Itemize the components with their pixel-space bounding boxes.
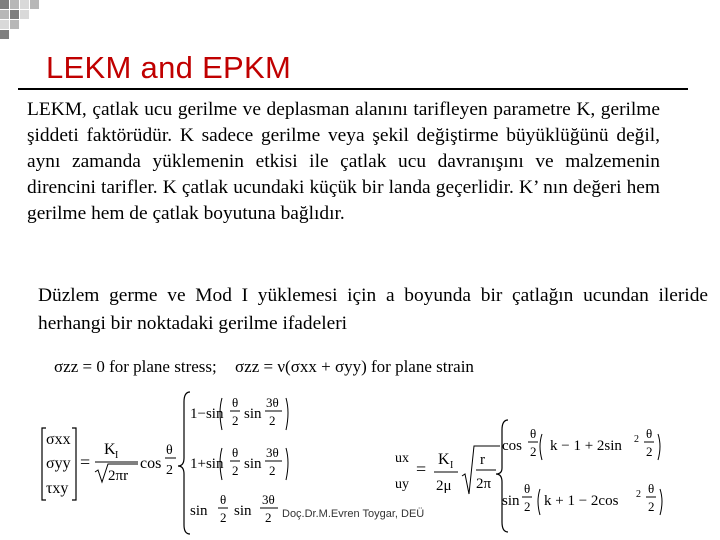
- stress-prefactor: [95, 441, 138, 484]
- svg-text:k − 1 + 2sin: k − 1 + 2sin: [550, 438, 622, 454]
- equation-plane-stress: σzz = 0 for plane stress;: [54, 357, 217, 376]
- svg-text:2: 2: [530, 444, 537, 459]
- equation-plane-strain: σzz = ν(σxx + σyy) for plane strain: [235, 357, 474, 376]
- svg-text:2: 2: [220, 510, 227, 525]
- svg-text:1+sin: 1+sin: [190, 456, 224, 472]
- svg-text:2: 2: [232, 463, 239, 478]
- equals-sign: =: [80, 452, 91, 472]
- svg-text:3θ: 3θ: [266, 395, 279, 410]
- displacement-uy: uy: [395, 477, 409, 492]
- svg-text:3θ: 3θ: [262, 492, 275, 507]
- svg-text:θ: θ: [220, 492, 227, 507]
- svg-text:2: 2: [269, 413, 276, 428]
- svg-text:sin: sin: [234, 503, 252, 519]
- stress-row-1: [190, 395, 288, 430]
- svg-text:I: I: [450, 460, 454, 471]
- paragraph-plane-strain: Düzlem germe ve Mod I yüklemesi için a boyunda bir çatlağın ucundan ileride herhangi bir noktadaki gerilme ifadeleri: [38, 285, 708, 334]
- svg-text:θ: θ: [232, 445, 239, 460]
- displacement-vector: [395, 446, 500, 494]
- svg-text:2π: 2π: [476, 476, 492, 492]
- svg-text:sin: sin: [244, 456, 262, 472]
- svg-text:cos: cos: [140, 455, 162, 472]
- corner-decoration: [0, 0, 60, 40]
- left-brace: [178, 392, 190, 534]
- svg-text:2: 2: [524, 499, 531, 514]
- svg-text:cos: cos: [502, 438, 522, 454]
- svg-text:sin: sin: [502, 493, 520, 509]
- stress-row-2: [190, 445, 288, 480]
- svg-text:θ: θ: [232, 395, 239, 410]
- svg-text:r: r: [480, 452, 485, 468]
- svg-text:θ: θ: [524, 481, 531, 496]
- stress-sxx: σxx: [46, 431, 71, 448]
- svg-text:1−sin: 1−sin: [190, 406, 224, 422]
- paragraph-lekm-definition: LEKM, çatlak ucu gerilme ve deplasman alanını tarifleyen parametre K, gerilme şiddeti faktörüdür. K sadece gerilme veya şekil değiştirme büyüklüğünü değil, aynı zamanda yüklemenin etkisi ile çatlak ucu davranışını ve malzemenin direncini tarifler. K çatlak ucundaki küçük bir landa geçerlidir. K’ nın değeri hem gerilme hem de çatlak boyutuna bağlıdır.: [27, 99, 660, 224]
- svg-text:k + 1 − 2cos: k + 1 − 2cos: [544, 493, 619, 509]
- svg-text:2: 2: [166, 463, 173, 478]
- displacement-matrix: [496, 420, 662, 532]
- slide-title: LEKM and EPKM: [46, 50, 292, 85]
- svg-text:θ: θ: [166, 443, 173, 458]
- svg-text:2: 2: [636, 489, 641, 500]
- svg-text:2πr: 2πr: [108, 468, 129, 484]
- stress-vector: [42, 428, 76, 500]
- cos-theta-half: [140, 443, 176, 478]
- svg-text:2μ: 2μ: [436, 478, 452, 494]
- stress-row-3: [190, 492, 278, 525]
- svg-text:=: =: [416, 459, 427, 479]
- stress-txy: τxy: [46, 480, 69, 497]
- title-underline: [18, 88, 688, 90]
- displacement-ux: ux: [395, 451, 409, 466]
- svg-text:K: K: [438, 451, 450, 468]
- svg-text:2: 2: [648, 499, 655, 514]
- svg-text:I: I: [115, 450, 119, 461]
- svg-text:θ: θ: [648, 481, 655, 496]
- svg-text:θ: θ: [530, 426, 537, 441]
- svg-text:2: 2: [269, 463, 276, 478]
- svg-text:2: 2: [646, 444, 653, 459]
- slide-footer: Doç.Dr.M.Evren Toygar, DEÜ: [282, 508, 425, 520]
- stress-syy: σyy: [46, 455, 71, 472]
- svg-text:sin: sin: [190, 503, 208, 519]
- svg-text:θ: θ: [646, 426, 653, 441]
- svg-text:2: 2: [265, 510, 272, 525]
- svg-text:2: 2: [634, 434, 639, 445]
- svg-text:K: K: [104, 441, 116, 458]
- svg-text:2: 2: [232, 413, 239, 428]
- svg-text:3θ: 3θ: [266, 445, 279, 460]
- svg-text:sin: sin: [244, 406, 262, 422]
